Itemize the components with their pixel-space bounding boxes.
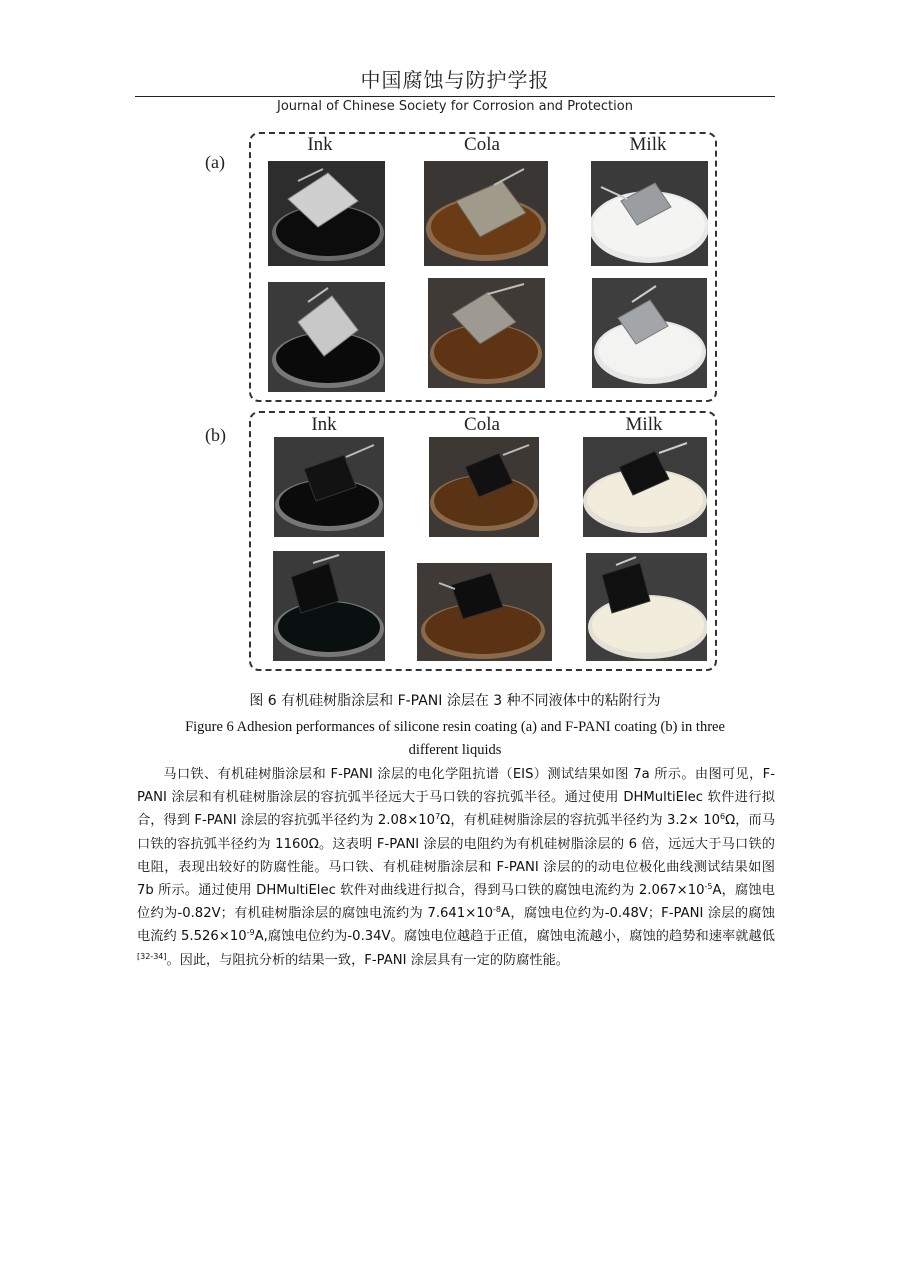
column-header-milk: Milk — [629, 134, 667, 155]
figure-caption-cn: 图 6 有机硅树脂涂层和 F-PANI 涂层在 3 种不同液体中的粘附行为 — [249, 693, 661, 709]
body-paragraph — [137, 763, 775, 972]
column-header-ink-b: Ink — [311, 414, 337, 435]
exponent-2: 6 — [720, 812, 726, 822]
figure-caption-en-line2: different liquids — [408, 742, 502, 758]
exponent-5: -9 — [246, 928, 255, 938]
photo-silicone-milk-1 — [591, 161, 708, 266]
photo-silicone-ink-1 — [268, 161, 385, 266]
column-header-cola-b: Cola — [464, 414, 500, 435]
citation-ref: [32-34] — [137, 951, 167, 961]
photo-fpani-milk-1 — [583, 437, 707, 537]
exponent-3: -5 — [704, 882, 713, 892]
photo-fpani-cola-1 — [429, 437, 539, 537]
journal-title-en: Journal of Chinese Society for Corrosion and Protection — [277, 99, 633, 114]
body-text-7: 。因此，与阻抗分析的结果一致，F-PANI 涂层具有一定的防腐性能。 — [166, 952, 569, 968]
body-text-6: A,腐蚀电位约为-0.34V。腐蚀电位越趋于正值，腐蚀电流越小，腐蚀的趋势和速率就越低 — [254, 929, 775, 945]
panel-b-label: (b) — [205, 425, 226, 445]
body-text-4: A，腐蚀电位约为-0.82V；有机硅树脂涂层的腐蚀电流约为 7.641×10 — [137, 883, 775, 922]
column-header-ink: Ink — [307, 134, 333, 155]
panel-a-label: (a) — [205, 152, 225, 172]
column-header-cola: Cola — [464, 134, 500, 155]
photo-fpani-ink-1 — [274, 437, 384, 537]
exponent-4: -8 — [493, 905, 502, 915]
photo-silicone-milk-2 — [592, 278, 707, 388]
photo-fpani-ink-2 — [273, 551, 385, 661]
body-text-1: 马口铁、有机硅树脂涂层和 F-PANI 涂层的电化学阻抗谱（EIS）测试结果如图 7a 所示。由图可见，F-PANI 涂层和有机硅树脂涂层的容抗弧半径远大于马口铁的容抗弧半径。通过使用 DHMultiElec 软件进行拟合，得到 F-PANI 涂层的容抗弧半径约为 2.08×10 — [137, 767, 775, 829]
column-header-milk-b: Milk — [625, 414, 663, 435]
photo-fpani-milk-2 — [586, 553, 707, 661]
photo-silicone-cola-1 — [424, 161, 548, 266]
body-text-2: Ω，有机硅树脂涂层的容抗弧半径约为 3.2× 10 — [440, 813, 721, 829]
body-text-3: Ω，而马口铁的容抗弧半径约为 1160Ω。这表明 F-PANI 涂层的电阻约为有机硅树脂涂层的 6 倍，远远大于马口铁的电阻，表现出较好的防腐性能。马口铁、有机硅树脂涂层和 F-PANI 涂层的的动电位极化曲线测试结果如图 7b 所示。通过使用 DHMultiElec 软件对曲线进行拟合，得到马口铁的腐蚀电流约为 2.067×10 — [137, 813, 776, 899]
photo-silicone-ink-2 — [268, 282, 385, 392]
body-text-5: A，腐蚀电位约为-0.48V；F-PANI 涂层的腐蚀电流约 5.526×10 — [137, 906, 775, 945]
figure-caption-en-line1: Figure 6 Adhesion performances of silicone resin coating (a) and F-PANI coating (b) in three — [185, 719, 725, 735]
journal-title-cn: 中国腐蚀与防护学报 — [360, 68, 550, 92]
photo-fpani-cola-2 — [417, 563, 552, 661]
figure-caption-en — [160, 716, 750, 762]
photo-silicone-cola-2 — [428, 278, 545, 388]
exponent-1: 7 — [435, 812, 441, 822]
header-rule — [135, 96, 775, 97]
